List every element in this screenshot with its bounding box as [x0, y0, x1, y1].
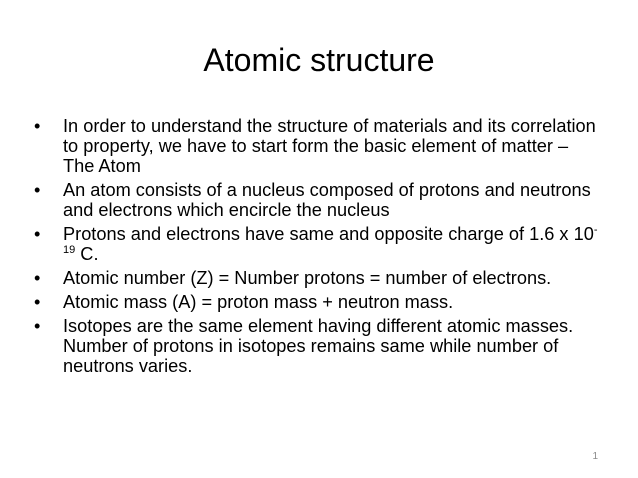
bullet-item — [34, 268, 604, 288]
bullet-dot-icon: • — [34, 268, 41, 288]
bullet-text: Isotopes are the same element having different atomic masses. Number of protons in isotopes remains same while number of neutrons varies. — [63, 316, 574, 376]
bullet-text: In order to understand the structure of materials and its correlation to property, we have to start form the basic element of matter – The Atom — [63, 116, 596, 176]
bullet-dot-icon: • — [34, 224, 41, 244]
bullet-dot-icon: • — [34, 316, 41, 336]
bullet-item — [34, 180, 604, 220]
bullet-text-after: C. — [75, 244, 99, 264]
bullet-item — [34, 224, 604, 264]
bullet-text: An atom consists of a nucleus composed of protons and neutrons and electrons which encircle the nucleus — [63, 180, 591, 220]
bullet-text: Atomic mass (A) = proton mass + neutron mass. — [63, 292, 454, 312]
bullet-item — [34, 292, 604, 312]
bullet-dot-icon: • — [34, 180, 41, 200]
bullet-item — [34, 116, 604, 176]
page-number: 1 — [592, 451, 598, 462]
bullet-text: Atomic number (Z) = Number protons = number of electrons. — [63, 268, 552, 288]
bullet-text-before: Protons and electrons have same and opposite charge of 1.6 x 10 — [63, 224, 594, 244]
bullet-dot-icon: • — [34, 116, 41, 136]
slide-title: Atomic structure — [203, 42, 435, 78]
bullet-list — [34, 116, 604, 380]
exponent-superscript: -19 — [63, 223, 598, 256]
bullet-dot-icon: • — [34, 292, 41, 312]
bullet-item — [34, 316, 604, 376]
